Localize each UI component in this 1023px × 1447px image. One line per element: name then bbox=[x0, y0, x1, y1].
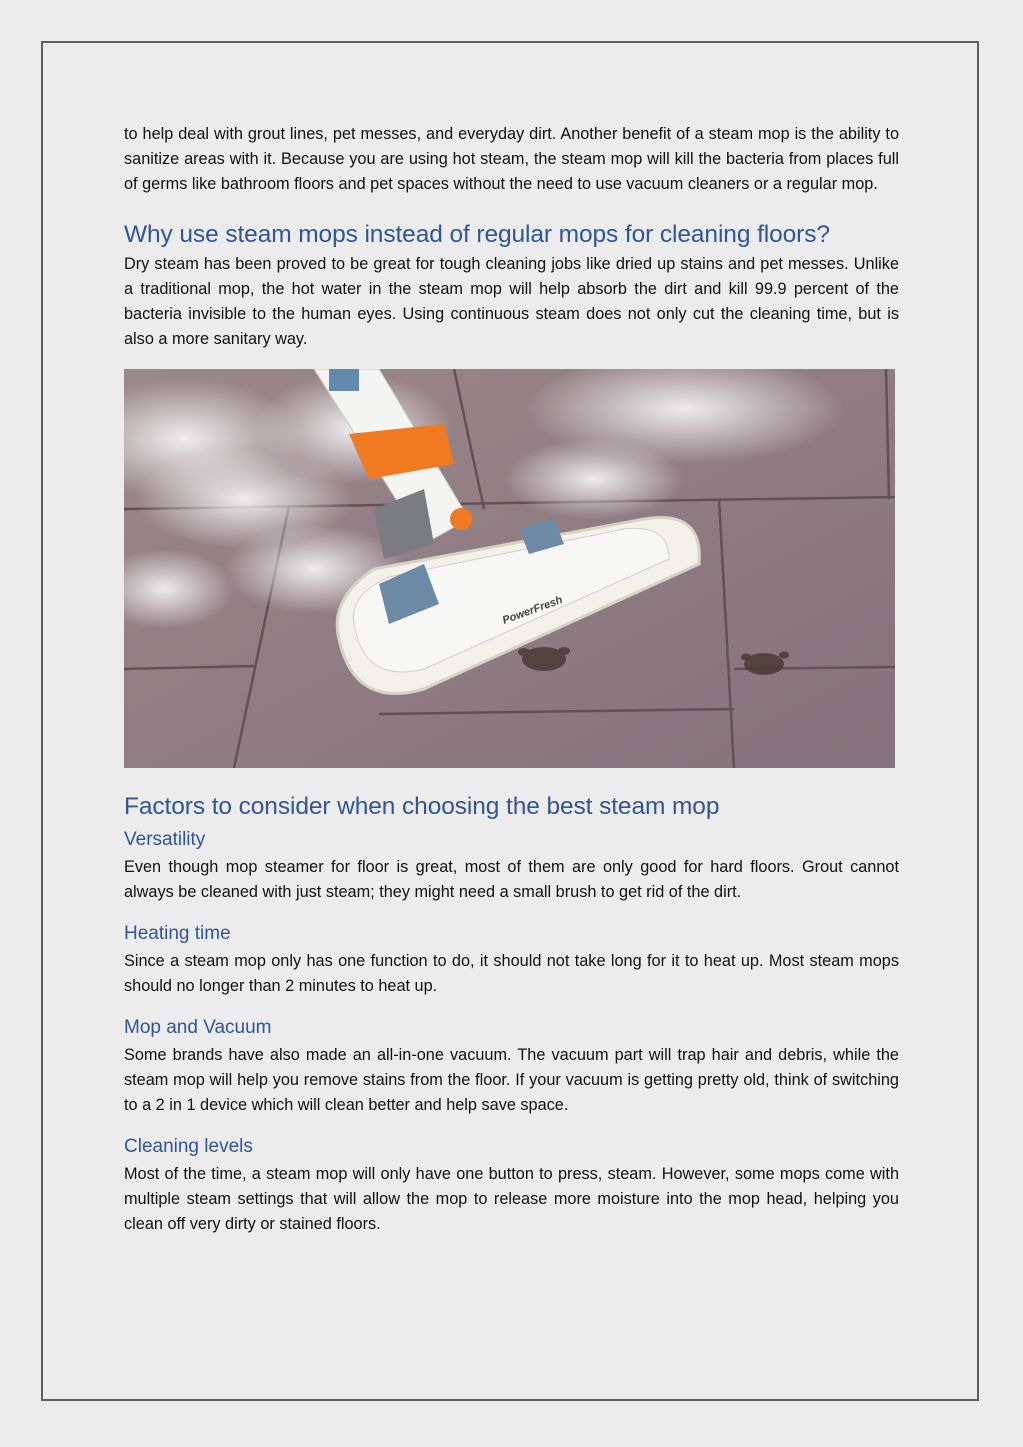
subheading-mop-and-vacuum: Mop and Vacuum bbox=[124, 1017, 272, 1038]
section-heading-factors: Factors to consider when choosing the best steam mop bbox=[124, 793, 720, 820]
subheading-versatility: Versatility bbox=[124, 829, 206, 850]
mop-brand-text: PowerFresh bbox=[500, 594, 565, 627]
section-paragraph-why-steam-mops: Dry steam has been proved to be great for tough cleaning jobs like dried up stains and pet messes. Unlike a traditional mop, the hot water in the steam mop will help absorb the dirt and kill 99.9 percent of the bacteria invisible to the human eyes. Using continuous steam does not only cut the cleaning time, but is also a more sanitary way. bbox=[124, 255, 899, 348]
paragraph-heating-time: Since a steam mop only has one function to do, it should not take long for it to heat up. Most steam mops should no longer than 2 minutes to heat up. bbox=[124, 952, 899, 995]
steam-mop-illustration bbox=[124, 369, 895, 768]
section-heading-why-steam-mops: Why use steam mops instead of regular mops for cleaning floors? bbox=[124, 221, 830, 248]
subheading-heating-time: Heating time bbox=[124, 923, 231, 944]
subheading-cleaning-levels: Cleaning levels bbox=[124, 1136, 253, 1157]
paragraph-cleaning-levels: Most of the time, a steam mop will only have one button to press, steam. However, some mops come with multiple steam settings that will allow the mop to release more moisture into the mop head, helping you clean off very dirty or stained floors. bbox=[124, 1165, 899, 1233]
steam-button bbox=[450, 508, 472, 530]
paragraph-mop-and-vacuum: Some brands have also made an all-in-one vacuum. The vacuum part will trap hair and debris, while the steam mop will help you remove stains from the floor. If your vacuum is getting pretty old, think of switching to a 2 in 1 device which will clean better and help save space. bbox=[124, 1046, 899, 1114]
paragraph-versatility: Even though mop steamer for floor is great, most of them are only good for hard floors. Grout cannot always be cleaned with just steam; they might need a small brush to get rid of the dirt. bbox=[124, 858, 899, 901]
intro-paragraph: to help deal with grout lines, pet messes, and everyday dirt. Another benefit of a steam mop is the ability to sanitize areas with it. Because you are using hot steam, the steam mop will kill the bacteria from places full of germs like bathroom floors and pet spaces without the need to use vacuum cleaners or a regular mop. bbox=[124, 125, 899, 193]
document-content bbox=[124, 122, 899, 1237]
steam-mop-photo bbox=[124, 369, 895, 768]
